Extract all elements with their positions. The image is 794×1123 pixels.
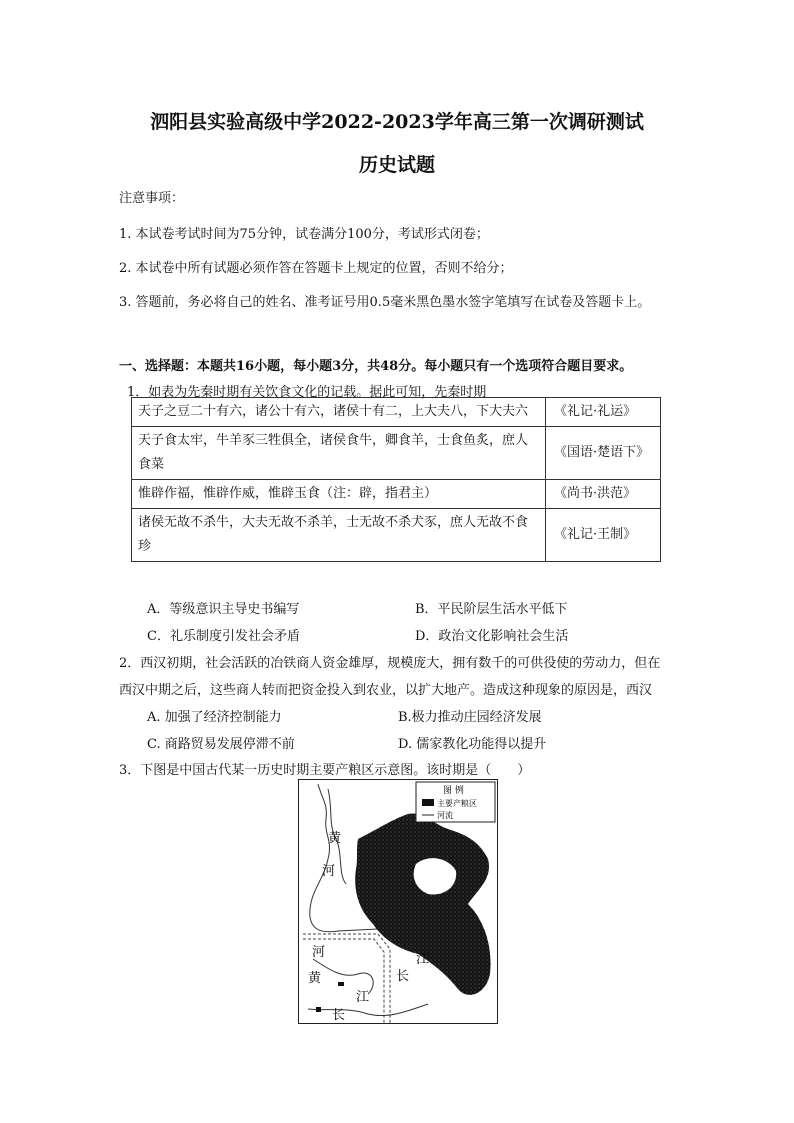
legend-river-label: 河流	[437, 811, 453, 820]
map-label-huang-2: 黄	[308, 971, 322, 986]
table-row	[132, 427, 661, 480]
table-cell-text: 天子食太牢，牛羊豕三牲俱全，诸侯食牛，卿食羊，士食鱼炙，庶人食菜	[132, 427, 546, 480]
map-label-he-1: 河	[322, 864, 336, 879]
notice-item-1: 1. 本试卷考试时间为75分钟，试卷满分100分，考试形式闭卷；	[119, 227, 489, 242]
map-label-huang-1: 黄	[328, 831, 342, 846]
q1-option-c[interactable]: C．礼乐制度引发社会矛盾	[147, 629, 300, 644]
table-row	[132, 398, 661, 427]
map-graphic	[298, 779, 498, 1024]
table-row	[132, 480, 661, 509]
table-cell-source: 《尚书·洪范》	[546, 480, 661, 509]
grain-region-map	[298, 779, 498, 1024]
table-cell-source: 《国语·楚语下》	[546, 427, 661, 480]
table-cell-source: 《礼记·礼运》	[546, 398, 661, 427]
notice-item-3: 3. 答题前，务必将自己的姓名、准考证号用0.5毫米黑色墨水签字笔填写在试卷及答题卡上。	[119, 295, 651, 310]
map-label-he-2: 河	[312, 945, 326, 960]
notice-item-2: 2. 本试卷中所有试题必须作答在答题卡上规定的位置，否则不给分；	[119, 261, 513, 276]
map-label-jiang-2: 江	[356, 990, 370, 1005]
notice-heading: 注意事项：	[119, 191, 185, 206]
q1-option-d[interactable]: D．政治文化影响社会生活	[415, 629, 569, 644]
q1-stem: 1．如表为先秦时期有关饮食文化的记载。据此可知，先秦时期	[127, 385, 487, 400]
legend-grain-label: 主要产粮区	[437, 799, 477, 808]
q2-stem-line1: 2．西汉初期，社会活跃的冶铁商人资金雄厚，规模庞大，拥有数千的可供役使的劳动力，但在	[119, 656, 661, 671]
q2-option-d[interactable]: D. 儒家教化功能得以提升	[398, 737, 547, 752]
q1-table	[131, 397, 661, 562]
grain-patch	[316, 1007, 321, 1012]
legend-grain-swatch	[422, 799, 434, 806]
table-cell-text: 惟辟作福，惟辟作威，惟辟玉食（注：辟，指君主）	[132, 480, 546, 509]
table-row	[132, 509, 661, 562]
table-cell-text: 天子之豆二十有六，诸公十有六，诸侯十有二，上大夫八，下大夫六	[132, 398, 546, 427]
map-label-chang-2: 长	[332, 1008, 346, 1023]
grain-patch	[338, 982, 344, 986]
legend-title: 图 例	[443, 786, 464, 796]
q1-option-a[interactable]: A．等级意识主导史书编写	[147, 602, 300, 617]
q2-option-a[interactable]: A. 加强了经济控制能力	[147, 710, 282, 725]
q1-option-b[interactable]: B．平民阶层生活水平低下	[415, 602, 568, 617]
table-cell-text: 诸侯无故不杀牛，大夫无故不杀羊，士无故不杀犬豕，庶人无故不食珍	[132, 509, 546, 562]
section-heading: 一、选择题：本题共16小题，每小题3分，共48分。每小题只有一个选项符合题目要求。	[119, 359, 633, 374]
q2-option-b[interactable]: B.极力推动庄园经济发展	[398, 710, 542, 725]
map-label-chang-1: 长	[396, 969, 410, 984]
q2-option-c[interactable]: C. 商路贸易发展停滞不前	[147, 737, 295, 752]
q2-stem-line2: 西汉中期之后，这些商人转而把资金投入到农业，以扩大地产。造成这种现象的原因是，西汉	[119, 683, 653, 698]
exam-title: 泗阳县实验高级中学2022-2023学年高三第一次调研测试	[150, 111, 644, 133]
map-label-jiang-1: 江	[416, 952, 430, 967]
exam-subtitle: 历史试题	[358, 154, 435, 176]
q3-stem: 3．下图是中国古代某一历史时期主要产粮区示意图。该时期是（ ）	[119, 763, 531, 778]
table-cell-source: 《礼记·王制》	[546, 509, 661, 562]
